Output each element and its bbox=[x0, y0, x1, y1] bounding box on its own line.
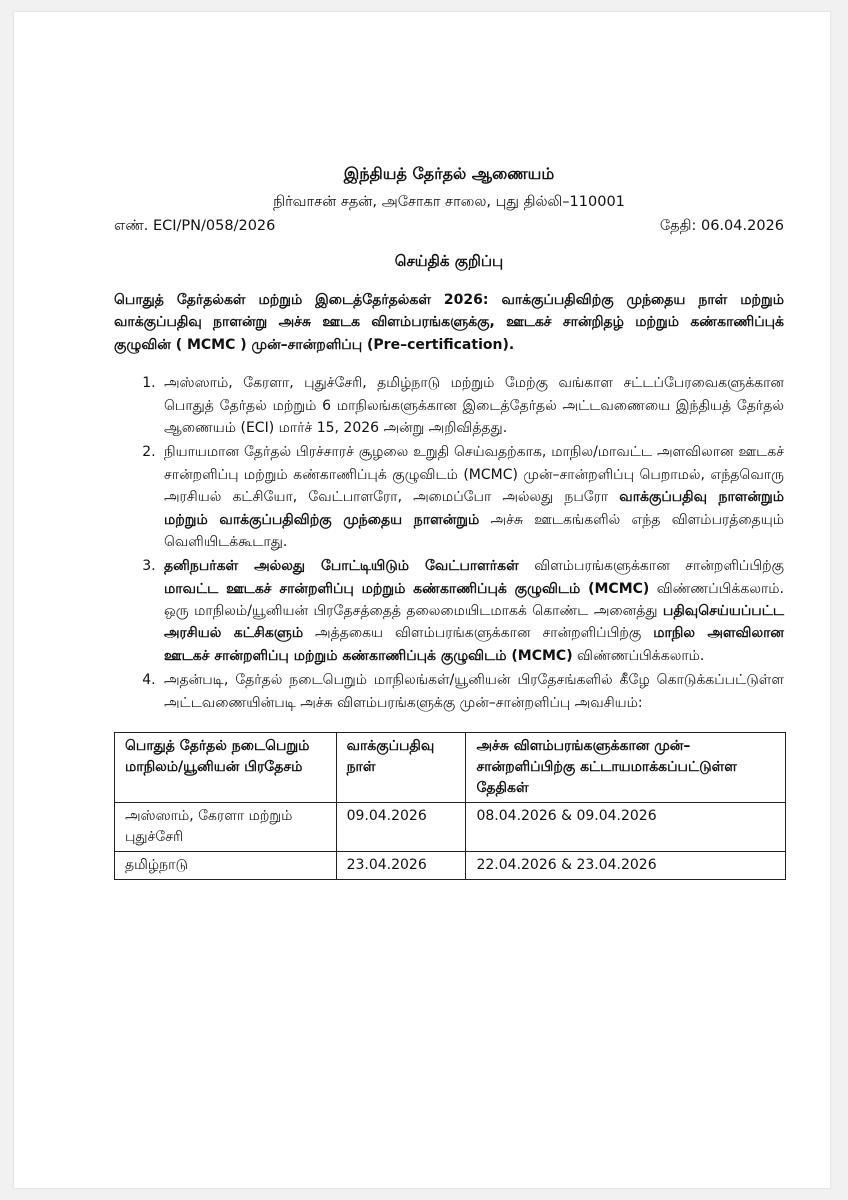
cell-poll-date: 23.04.2026 bbox=[336, 852, 466, 880]
paragraph-3-bold-c: மாவட்ட ஊடகச் சான்றளிப்பு மற்றும் கண்காணிப்புக் குழுவிடம் (MCMC) bbox=[164, 580, 650, 597]
paragraph-2-bold: வாக்குப்பதிவு நாளன்றும் மற்றும் வாக்குப்பதிவிற்கு முந்தைய நாளன்றும் bbox=[164, 489, 784, 528]
table-header-row bbox=[115, 733, 786, 803]
paragraph-3-text-f: அத்தகைய விளம்பரங்களுக்கான சான்றளிப்பிற்கு bbox=[303, 625, 654, 642]
table-row bbox=[115, 852, 786, 880]
cell-cert-dates: 22.04.2026 & 23.04.2026 bbox=[466, 852, 786, 880]
paragraph-list bbox=[114, 372, 784, 714]
paragraph-3-text-d: விண்ணப்பிக்கலாம். ஒரு மாநிலம்/யூனியன் பிரதேசத்தைத் தலைமையிடமாகக் கொண்ட அனைத்து bbox=[164, 580, 784, 620]
subject-heading: பொதுத் தேர்தல்கள் மற்றும் இடைத்தேர்தல்கள் 2026: வாக்குப்பதிவிற்கு முந்தைய நாள் மற்றும் வாக்குப்பதிவு நாளன்று அச்சு ஊடக விளம்பரங்களுக்கு, ஊடகச் சான்றிதழ் மற்றும் கண்காணிப்புக் குழுவின் ( MCMC ) முன்–சான்றளிப்பு (Pre–certification). bbox=[114, 291, 784, 353]
paragraph-3-bold-e: பதிவுசெய்யப்பட்ட அரசியல் கட்சிகளும் bbox=[164, 603, 784, 642]
cell-cert-dates: 08.04.2026 & 09.04.2026 bbox=[466, 803, 786, 852]
paragraph-3-bold-a: தனிநபர்கள் அல்லது போட்டியிடும் வேட்பாளர்கள் bbox=[164, 558, 519, 575]
org-title: இந்தியத் தேர்தல் ஆணையம் bbox=[343, 164, 555, 183]
document-page bbox=[14, 12, 830, 1188]
paragraph-4 bbox=[160, 669, 784, 714]
org-address: நிர்வாசன் சதன், அசோகா சாலை, புது தில்லி–110001 bbox=[273, 193, 625, 210]
issue-date: தேதி: 06.04.2026 bbox=[659, 218, 784, 235]
reference-number: எண். ECI/PN/058/2026 bbox=[114, 218, 276, 235]
paragraph-3-text-h: விண்ணப்பிக்கலாம். bbox=[572, 647, 705, 664]
paragraph-3-bold-g: மாநில அளவிலான ஊடகச் சான்றளிப்பு மற்றும் கண்காணிப்புக் குழுவிடம் (MCMC) bbox=[164, 625, 784, 664]
paragraph-3 bbox=[160, 555, 784, 667]
header-poll-date: வாக்குப்பதிவு நாள் bbox=[336, 733, 466, 803]
schedule-table bbox=[114, 732, 786, 880]
paragraph-3-text-b: விளம்பரங்களுக்கான சான்றளிப்பிற்கு bbox=[518, 558, 784, 575]
table-row bbox=[115, 803, 786, 852]
paragraph-4-text: அதன்படி, தேர்தல் நடைபெறும் மாநிலங்கள்/யூனியன் பிரதேசங்களில் கீழே கொடுக்கப்பட்டுள்ள அட்டவணையின்படி அச்சு விளம்பரங்களுக்கு முன்–சான்றளிப்பு அவசியம்: bbox=[164, 672, 784, 711]
paragraph-2-text-a: நியாயமான தேர்தல் பிரச்சாரச் சூழலை உறுதி செய்வதற்காக, மாநில/மாவட்ட அளவிலான ஊடகச் சான்றளிப்பு மற்றும் கண்காணிப்புக் குழுவிடம் (MCMC) முன்–சான்றளிப்பு பெறாமல், எந்தவொரு அரசியல் கட்சியோ, வேட்பாளரோ, அமைப்போ அல்லது நபரோ bbox=[164, 444, 784, 506]
header-cert-dates: அச்சு விளம்பரங்களுக்கான முன்–சான்றளிப்பிற்கு கட்டாயமாக்கப்பட்டுள்ள தேதிகள் bbox=[466, 733, 786, 803]
document-content bbox=[114, 162, 784, 880]
reference-row bbox=[114, 215, 784, 237]
cell-state: அஸ்ஸாம், கேரளா மற்றும் புதுச்சேரி bbox=[115, 803, 337, 852]
paragraph-1-text: அஸ்ஸாம், கேரளா, புதுச்சேரி, தமிழ்நாடு மற்றும் மேற்கு வங்காள சட்டப்பேரவைகளுக்கான பொதுத் தேர்தல் மற்றும் 6 மாநிலங்களுக்கான இடைத்தேர்தல் அட்டவணையை இந்தியத் தேர்தல் ஆணையம் (ECI) மார்ச் 15, 2026 அன்று அறிவித்தது. bbox=[164, 375, 784, 436]
paragraph-2 bbox=[160, 441, 784, 553]
paragraph-1 bbox=[160, 372, 784, 439]
header-state: பொதுத் தேர்தல் நடைபெறும் மாநிலம்/யூனியன் பிரதேசம் bbox=[115, 733, 337, 803]
cell-poll-date: 09.04.2026 bbox=[336, 803, 466, 852]
document-type: செய்திக் குறிப்பு bbox=[394, 251, 504, 270]
cell-state: தமிழ்நாடு bbox=[115, 852, 337, 880]
paragraph-2-text-c: அச்சு ஊடகங்களில் எந்த விளம்பரத்தையும் வெளியிடக்கூடாது. bbox=[164, 511, 784, 550]
